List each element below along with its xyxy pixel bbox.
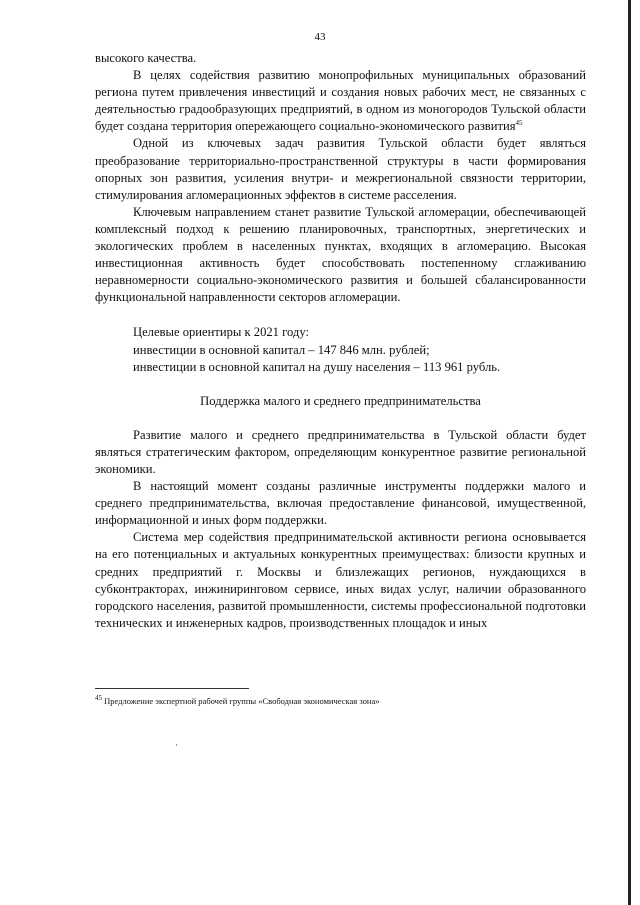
paragraph-sme-instruments: В настоящий момент созданы различные инструменты поддержки малого и среднего предпринимательства, включая предоставление финансовой, имущественной, информационной и иных форм поддержки. [95, 479, 586, 528]
paragraph-agglomeration: Ключевым направлением станет развитие Тульской агломерации, обеспечивающей комплексный подход к решению планировочных, транспортных, энергетических и экологических проблем в населенных пунктах, входящих в агломерацию. Высокая инвестиционная активность будет способствовать постепенному сглаживанию неравномерности социально-экономического развития и большей сбалансированности функциональной направленности секторов агломерации. [95, 204, 586, 305]
paragraph-monotowns-text: В целях содействия развитию монопрофильных муниципальных образований региона путем привлечения инвестиций и создания новых рабочих мест, не связанных с деятельностью градообразующих предприятий, в одном из моногородов Тульской области будет создана территория опережающего социально-экономического развития [95, 68, 586, 134]
footnote-text: Предложение экспертной рабочей группы «Свободная экономическая зона» [102, 696, 380, 706]
footnote [95, 696, 586, 706]
scan-speck [176, 744, 177, 746]
target-indicators-heading: Целевые ориентиры к 2021 году: [133, 325, 309, 340]
footnote-separator [95, 688, 249, 689]
scan-edge-line [628, 0, 631, 905]
paragraph-monotowns [95, 67, 586, 135]
target-indicator-investment: инвестиции в основной капитал – 147 846 млн. рублей; [133, 342, 430, 357]
target-indicators [95, 324, 586, 375]
footnote-number: 45 [95, 694, 102, 703]
paragraph-sme-strategic: Развитие малого и среднего предпринимательства в Тульской области будет являться стратегическим фактором, определяющим конкурентное развитие региональной экономики. [95, 427, 586, 476]
section-heading: Поддержка малого и среднего предпринимательства [200, 393, 481, 408]
paragraph-sme-measures: Система мер содействия предпринимательской активности региона основывается на его потенциальных и актуальных конкурентных преимуществах: близости крупных и средних предприятий г. Москвы и близлежащих регионов, нуждающихся в субконтракторах, инжиниринговом сервисе, иных видах услуг, наличии образованного городского населения, развитой промышленности, системы профессиональной подготовки технических и инженерных кадров, производственных площадок и иных [95, 530, 586, 630]
footnote-reference[interactable]: 45 [515, 119, 523, 128]
target-indicator-investment-per-capita: инвестиции в основной капитал на душу населения – 113 961 рубль. [133, 359, 501, 374]
paragraph-continuation: высокого качества. [95, 51, 197, 65]
document-body [95, 50, 586, 632]
page-number: 43 [314, 31, 326, 43]
paragraph-spatial-structure: Одной из ключевых задач развития Тульской области будет являться преобразование территориально-пространственной структуры в части формирования опорных зон развития, усиления внутри- и межрегиональной связности территории, стимулирования агломерационных эффектов в системе расселения. [95, 136, 586, 202]
